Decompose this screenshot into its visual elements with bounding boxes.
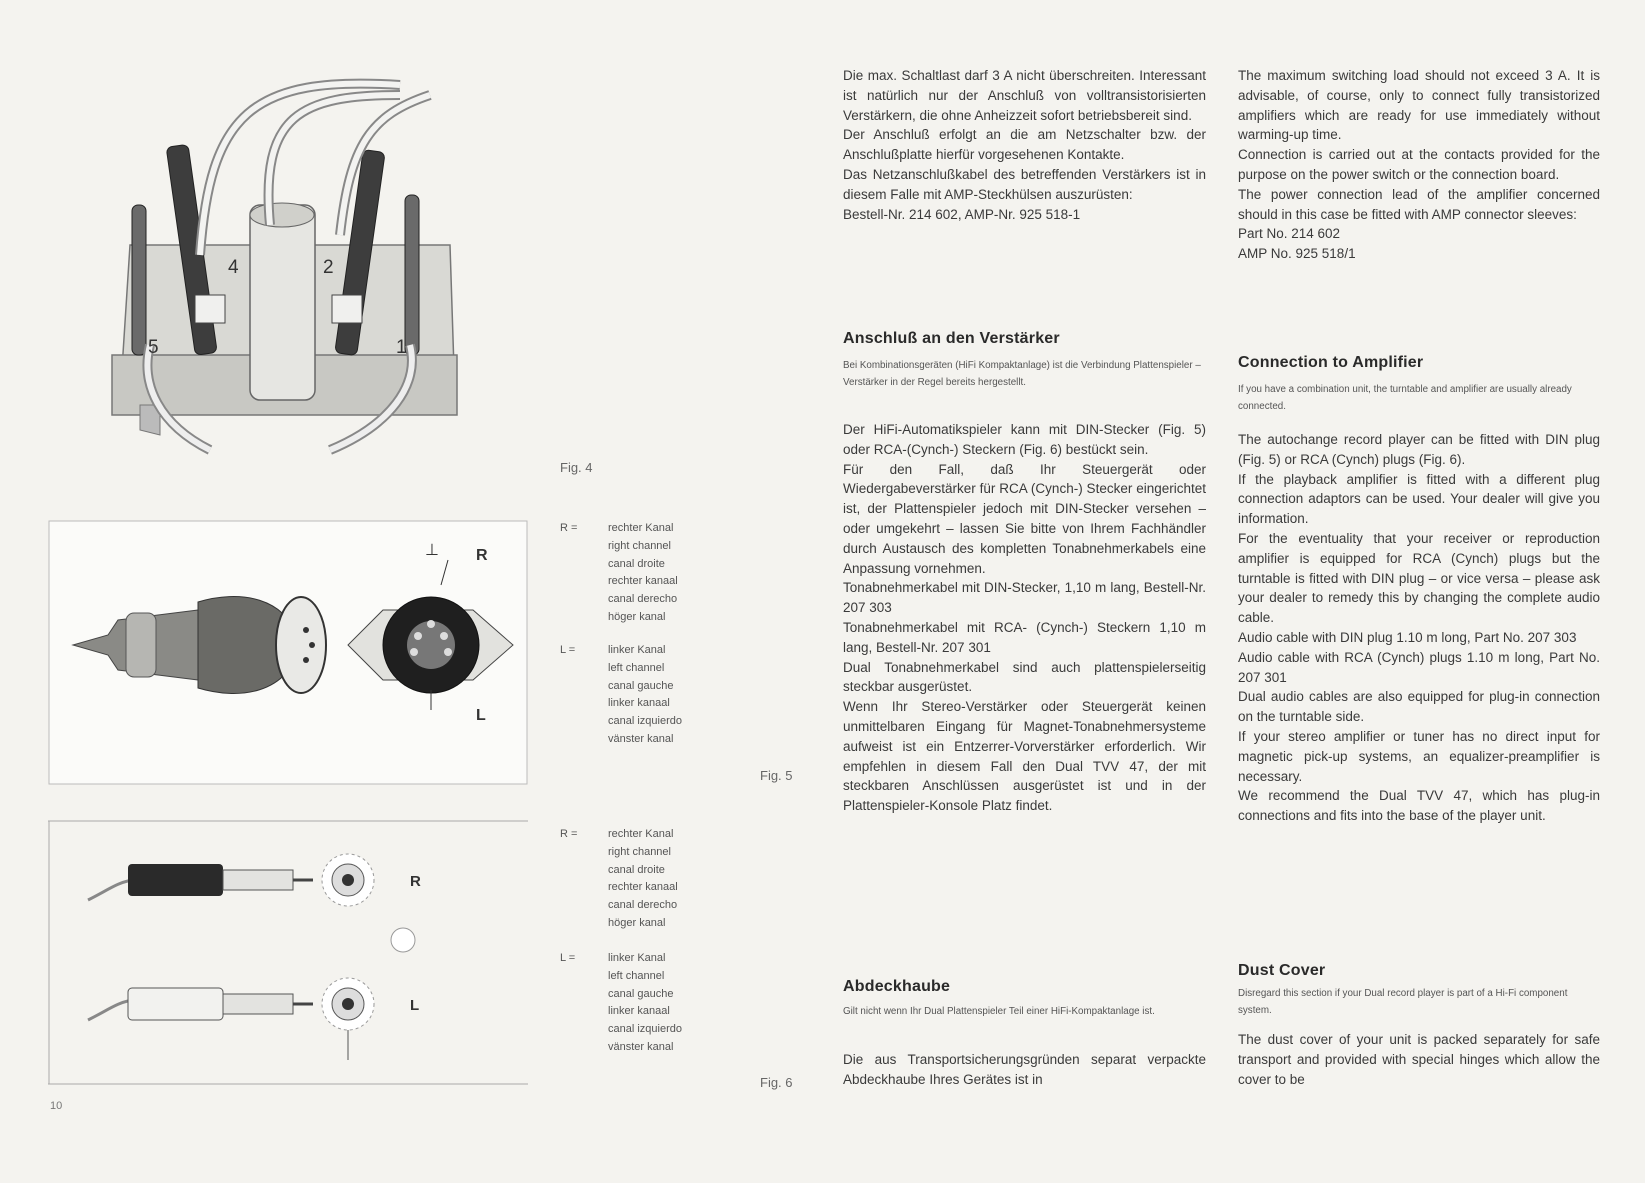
- legend-value: canal derecho: [608, 593, 678, 606]
- figure-5-legend: [560, 520, 730, 750]
- legend-value: canal gauche: [608, 679, 674, 692]
- legend-value: rechter kanaal: [608, 881, 678, 894]
- german-amplifier-note: Bei Kombinationsgeräten (HiFi Kompaktanlage) ist die Verbindung Plattenspieler – Verstärker in der Regel bereits hergestellt.: [843, 360, 1201, 388]
- german-amplifier-paragraph: Wenn Ihr Stereo-Verstärker oder Steuergerät keinen unmittelbaren Eingang für Magnet-Tonabnehmersysteme aufweist ist ein Entzerrer-Vorverstärker erforderlich. Wir empfehlen in diesem Fall den Dual TVV 47, der mit steckbaren Anschlüssen ausgerüstet ist und in der Plattenspieler-Konsole Platz findet.: [843, 699, 1206, 814]
- english-amplifier-paragraph: Dual audio cables are also equipped for plug-in connection on the turntable side.: [1238, 689, 1600, 725]
- german-intro-paragraph: Die max. Schaltlast darf 3 A nicht überschreiten. Interessant ist natürlich nur der Anschluß von volltransistorisierten Verstärkern, die ohne Anheizzeit sofort betriebsbereit sind.: [843, 68, 1206, 123]
- german-intro-paragraph: Das Netzanschlußkabel des betreffenden Verstärkers ist in diesem Falle mit AMP-Steckhülsen auszurüsten:: [843, 166, 1206, 202]
- contact-label-4: 4: [228, 257, 239, 278]
- english-intro-paragraph: Connection is carried out at the contacts provided for the purpose on the power switch or the connection board.: [1238, 147, 1600, 182]
- german-cover-body: Die aus Transportsicherungsgründen separat verpackte Abdeckhaube Ihres Gerätes ist in: [843, 1052, 1206, 1087]
- rca-label-l: L: [410, 997, 420, 1014]
- legend-value: canal droite: [608, 863, 665, 876]
- page-number: 10: [50, 1100, 63, 1112]
- english-amplifier-body: [1238, 430, 1600, 826]
- legend-value: höger kanal: [608, 610, 666, 623]
- legend-key: L =: [560, 644, 576, 656]
- legend-value: left channel: [608, 661, 665, 674]
- legend-key: L =: [560, 952, 576, 964]
- legend-key: R =: [560, 522, 578, 534]
- german-amplifier-paragraph: Für den Fall, daß Ihr Steuergerät oder Wiedergabeverstärker für RCA (Cynch-) Stecker eingerichtet ist, der Plattenspieler jedoch mit DIN-Stecker versehen – oder umgekehrt – lassen Sie bitte von Ihrem Fachhändler durch Austausch des kompletten Tonabnehmerkabels eine Anpassung vornehmen.: [843, 461, 1206, 576]
- contact-label-5: 5: [148, 337, 159, 358]
- legend-item-right: [560, 520, 730, 630]
- din-ground-label: ⊥: [425, 542, 439, 559]
- figure-6-caption: Fig. 6: [760, 1075, 793, 1090]
- legend-value: höger kanal: [608, 916, 666, 929]
- rca-label-r: R: [410, 873, 421, 890]
- english-amp-number: AMP No. 925 518/1: [1238, 246, 1356, 262]
- german-amplifier-heading: Anschluß an den Verstärker: [843, 330, 1060, 347]
- german-part-number: Bestell-Nr. 214 602, AMP-Nr. 925 518-1: [843, 206, 1081, 222]
- english-intro: [1238, 66, 1600, 264]
- german-amplifier-paragraph: Der HiFi-Automatikspieler kann mit DIN-Stecker (Fig. 5) oder RCA-(Cynch-) Steckern (Fig. 6) bestückt sein.: [843, 422, 1206, 457]
- legend-value: linker Kanal: [608, 644, 666, 656]
- legend-value: left channel: [608, 969, 665, 982]
- german-amplifier-paragraph: Dual Tonabnehmerkabel sind auch plattenspielerseitig steckbar ausgerüstet.: [843, 659, 1206, 695]
- legend-item-left: [560, 950, 730, 1060]
- legend-value: canal gauche: [608, 987, 674, 1000]
- english-cover-note: Disregard this section if your Dual record player is part of a Hi-Fi component system.: [1238, 988, 1568, 1016]
- legend-value: rechter kanaal: [608, 575, 678, 588]
- legend-value: linker Kanal: [608, 952, 666, 964]
- german-amplifier-paragraph: Tonabnehmerkabel mit RCA- (Cynch-) Steckern 1,10 m lang, Bestell-Nr. 207 301: [843, 619, 1206, 655]
- legend-value: right channel: [608, 845, 671, 858]
- figure-6-legend: [560, 826, 730, 1056]
- english-amplifier-paragraph: Audio cable with DIN plug 1.10 m long, Part No. 207 303: [1238, 629, 1577, 645]
- english-amplifier-paragraph: Audio cable with RCA (Cynch) plugs 1.10 m long, Part No. 207 301: [1238, 649, 1600, 685]
- rca-plug-drawing: [48, 820, 528, 1085]
- figure-5-illustration: [48, 520, 528, 785]
- english-intro-paragraph: The maximum switching load should not exceed 3 A. It is advisable, of course, only to connect fully transistorized amplifiers which are ready for use immediately without warming-up time.: [1238, 68, 1600, 143]
- legend-value: canal derecho: [608, 899, 678, 912]
- legend-value: linker kanaal: [608, 697, 670, 710]
- english-amplifier-paragraph: The autochange record player can be fitted with DIN plug (Fig. 5) or RCA (Cynch) plugs (Fig. 6).: [1238, 432, 1600, 467]
- english-amplifier-heading: Connection to Amplifier: [1238, 354, 1424, 371]
- figure-6-illustration: [48, 820, 528, 1085]
- legend-item-right: [560, 826, 730, 936]
- legend-value: canal izquierdo: [608, 1023, 682, 1036]
- din-plug-drawing: [48, 520, 528, 785]
- english-amplifier-paragraph: We recommend the Dual TVV 47, which has plug-in connections and fits into the base of the player unit.: [1238, 788, 1600, 824]
- din-label-l: L: [476, 707, 486, 724]
- legend-value: linker kanaal: [608, 1005, 670, 1018]
- legend-key: R =: [560, 828, 578, 840]
- power-switch-drawing: [100, 55, 470, 475]
- english-part-number: Part No. 214 602: [1238, 226, 1341, 242]
- legend-value: vänster kanal: [608, 732, 674, 745]
- english-intro-paragraph: The power connection lead of the amplifier concerned should in this case be fitted with AMP connector sleeves:: [1238, 186, 1600, 222]
- german-intro: [843, 66, 1206, 224]
- legend-value: rechter Kanal: [608, 522, 674, 534]
- english-cover-body: The dust cover of your unit is packed separately for safe transport and provided with special hinges which allow the cover to be: [1238, 1032, 1600, 1087]
- legend-item-left: [560, 642, 730, 752]
- english-amplifier-note: If you have a combination unit, the turntable and amplifier are usually already connected.: [1238, 384, 1572, 412]
- german-amplifier-paragraph: Tonabnehmerkabel mit DIN-Stecker, 1,10 m lang, Bestell-Nr. 207 303: [843, 580, 1206, 616]
- legend-value: canal izquierdo: [608, 715, 682, 728]
- german-intro-paragraph: Der Anschluß erfolgt an die am Netzschalter bzw. der Anschlußplatte hierfür vorgesehenen Kontakte.: [843, 127, 1206, 163]
- english-cover-heading: Dust Cover: [1238, 962, 1326, 979]
- german-cover-note: Gilt nicht wenn Ihr Dual Plattenspieler Teil einer HiFi-Kompaktanlage ist.: [843, 1006, 1155, 1017]
- german-amplifier-body: [843, 420, 1206, 816]
- contact-label-2: 2: [323, 257, 334, 278]
- english-amplifier-paragraph: If your stereo amplifier or tuner has no direct input for magnetic pick-up systems, an equalizer-preamplifier is necessary.: [1238, 728, 1600, 784]
- figure-4-caption: Fig. 4: [560, 460, 593, 475]
- figure-4-illustration: [100, 55, 470, 475]
- legend-value: rechter Kanal: [608, 828, 674, 840]
- legend-value: right channel: [608, 539, 671, 552]
- german-cover-heading: Abdeckhaube: [843, 978, 951, 995]
- english-amplifier-paragraph: If the playback amplifier is fitted with a different plug connection adaptors can be used. Your dealer will give you information.: [1238, 471, 1600, 527]
- legend-value: canal droite: [608, 557, 665, 570]
- contact-label-1: 1: [396, 337, 407, 358]
- din-label-r: R: [476, 547, 488, 564]
- english-amplifier-paragraph: For the eventuality that your receiver or reproduction amplifier is equipped for RCA (Cynch) plugs but the turntable is fitted with DIN plug – or vice versa – please ask your dealer to remedy this by changing the complete audio cable.: [1238, 530, 1600, 626]
- legend-value: vänster kanal: [608, 1040, 674, 1053]
- figure-5-caption: Fig. 5: [760, 768, 793, 783]
